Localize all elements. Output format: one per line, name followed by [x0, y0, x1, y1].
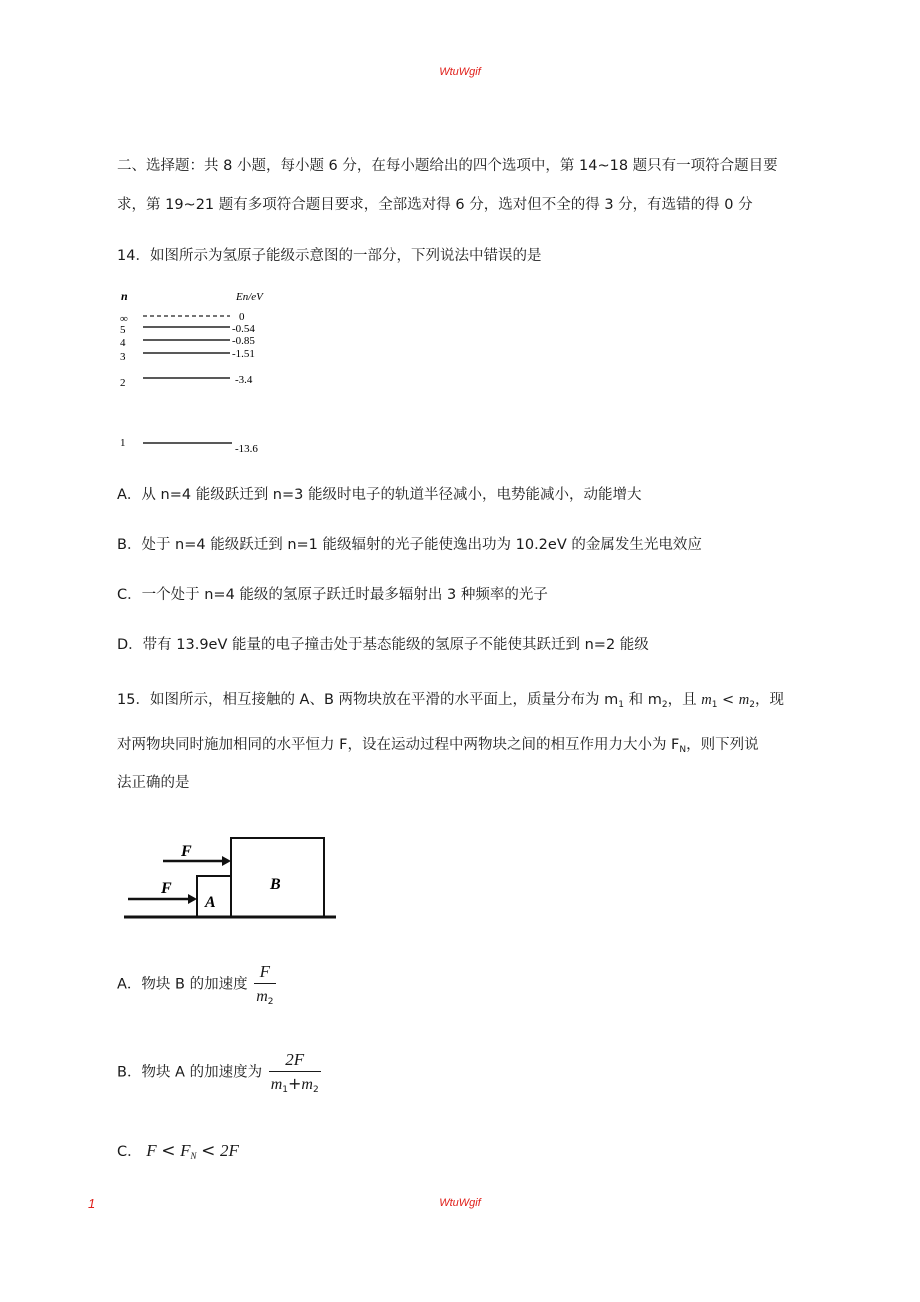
q15-stem-line1: 15．如图所示，相互接触的 A、B 两物块放在平滑的水平面上，质量分布为 $m_1$ 和 $m_2$，且 $m_1 < m_2$，现 — [117, 692, 785, 710]
q15-stem-line3: 法正确的是 — [117, 775, 190, 791]
n-axis-label: n — [121, 289, 128, 303]
force-label-bottom: F — [161, 880, 172, 897]
level-n-2: 2 — [120, 377, 126, 389]
section-instructions-line2: 求，第 19~21 题有多项符合题目要求，全部选对得 6 分，选对但不全的得 3 分，有选错的得 0 分 — [117, 197, 753, 213]
level-e-2: -3.4 — [235, 374, 253, 386]
fraction-f-over-m2: $\frac{F}{m_2}$ — [256, 962, 274, 1007]
q15-option-c: C． $F < F_N < 2F$ — [117, 1141, 239, 1161]
level-e-5: -0.54 — [232, 323, 255, 335]
blocks-figure — [118, 830, 343, 930]
arrow-b-head — [222, 856, 231, 866]
block-a-label: A — [205, 894, 216, 911]
level-n-5: 5 — [120, 324, 126, 336]
level-e-3: -1.51 — [232, 348, 255, 360]
fraction-2f-over-sum: $\frac{2F}{m_1+m_2}$ — [270, 1050, 319, 1095]
level-e-1: -13.6 — [235, 443, 258, 455]
q14-stem: 14．如图所示为氢原子能级示意图的一部分，下列说法中错误的是 — [117, 248, 542, 264]
arrow-a-head — [188, 894, 197, 904]
level-n-inf: ∞ — [120, 313, 128, 325]
level-n-3: 3 — [120, 351, 126, 363]
block-b-label: B — [270, 876, 281, 893]
q14-option-b: B．处于 n=4 能级跃迁到 n=1 能级辐射的光子能使逸出功为 10.2eV 的金属发生光电效应 — [117, 537, 702, 553]
force-label-top: F — [181, 843, 192, 860]
q14-option-d: D．带有 13.9eV 能量的电子撞击处于基态能级的氢原子不能使其跃迁到 n=2 能级 — [117, 637, 649, 653]
q15-option-b: B．物块 A 的加速度为 $\frac{2F}{m_1+m_2}$ — [117, 1050, 319, 1095]
energy-axis-label: En/eV — [236, 291, 263, 303]
level-e-4: -0.85 — [232, 335, 255, 347]
q14-option-a: A．从 n=4 能级跃迁到 n=3 能级时电子的轨道半径减小，电势能减小，动能增大 — [117, 487, 642, 503]
section-instructions-line1: 二、选择题：共 8 小题，每小题 6 分，在每小题给出的四个选项中，第 14~18 题只有一项符合题目要 — [117, 158, 778, 174]
energy-level-diagram — [112, 282, 282, 462]
q14-option-c: C．一个处于 n=4 能级的氢原子跃迁时最多辐射出 3 种频率的光子 — [117, 587, 548, 603]
page-number: 1 — [88, 1196, 96, 1211]
page-header: WtuWgif — [439, 66, 481, 78]
level-e-inf: 0 — [239, 311, 245, 323]
level-n-4: 4 — [120, 337, 126, 349]
page-footer: WtuWgif — [439, 1197, 481, 1209]
level-n-1: 1 — [120, 437, 126, 449]
q15-stem-line2: 对两物块同时施加相同的水平恒力 F，设在运动过程中两物块之间的相互作用力大小为 $F_N$，则下列说 — [117, 737, 759, 755]
q15-option-a: A．物块 B 的加速度 $\frac{F}{m_2}$ — [117, 962, 274, 1007]
